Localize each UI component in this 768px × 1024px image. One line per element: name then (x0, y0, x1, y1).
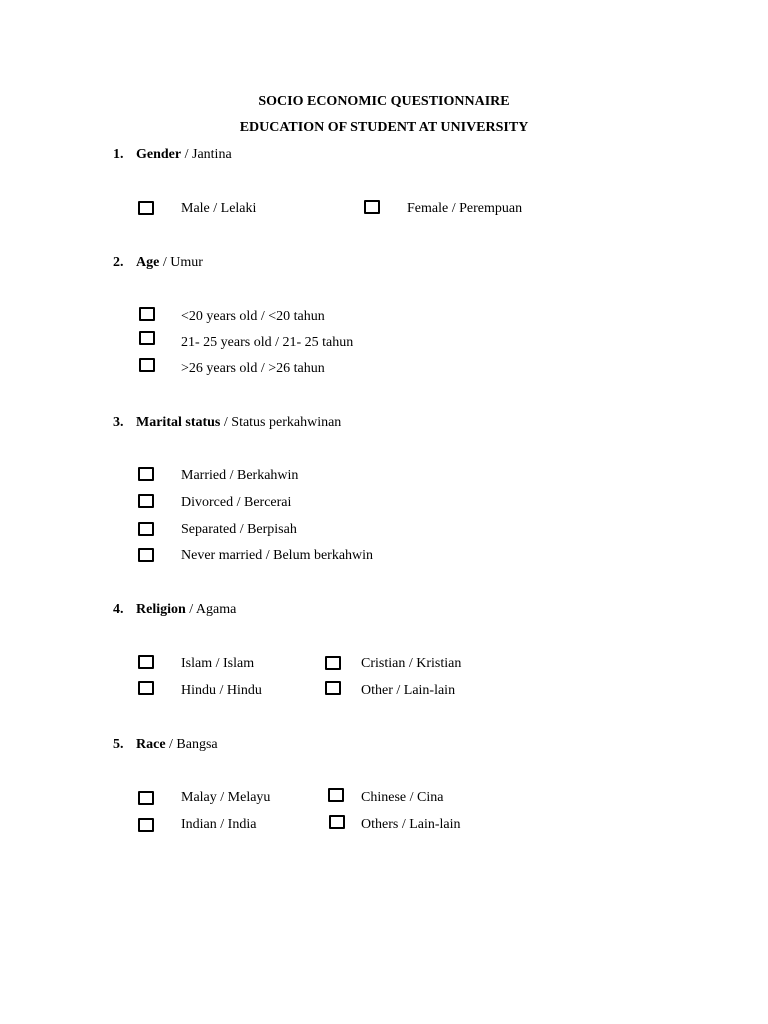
question-label-en: Age (136, 255, 160, 270)
option-label-age-over-26: >26 years old / >26 tahun (181, 361, 325, 376)
document-subtitle: EDUCATION OF STUDENT AT UNIVERSITY (239, 120, 529, 135)
question-label-en: Gender (136, 147, 182, 162)
question-label-en: Religion (136, 602, 186, 617)
question-number: 2. (113, 255, 124, 270)
option-label-indian: Indian / India (181, 817, 257, 832)
question-religion (113, 602, 236, 618)
checkbox-cristian[interactable] (325, 656, 341, 670)
question-gender (113, 147, 232, 163)
checkbox-indian[interactable] (138, 818, 154, 832)
checkbox-malay[interactable] (138, 791, 154, 805)
checkbox-married[interactable] (138, 467, 154, 481)
option-label-age-21-25: 21- 25 years old / 21- 25 tahun (181, 335, 354, 350)
checkbox-age-21-25[interactable] (139, 331, 155, 345)
checkbox-never-married[interactable] (138, 548, 154, 562)
option-label-other-religion: Other / Lain-lain (361, 683, 456, 698)
checkbox-age-under-20[interactable] (139, 307, 155, 321)
option-label-age-under-20: <20 years old / <20 tahun (181, 309, 325, 324)
option-label-married: Married / Berkahwin (181, 468, 299, 483)
checkbox-hindu[interactable] (138, 681, 154, 695)
checkbox-other-religion[interactable] (325, 681, 341, 695)
option-label-separated: Separated / Berpisah (181, 522, 297, 537)
checkbox-islam[interactable] (138, 655, 154, 669)
option-label-hindu: Hindu / Hindu (181, 683, 262, 698)
question-label-en: Marital status (136, 415, 221, 430)
question-label-ms: / Agama (185, 602, 237, 617)
checkbox-others-race[interactable] (329, 815, 345, 829)
question-number: 1. (113, 147, 124, 162)
option-label-chinese: Chinese / Cina (361, 790, 444, 805)
option-label-others-race: Others / Lain-lain (361, 817, 461, 832)
checkbox-divorced[interactable] (138, 494, 154, 508)
question-age (113, 255, 203, 271)
checkbox-chinese[interactable] (328, 788, 344, 802)
question-number: 3. (113, 415, 124, 430)
question-marital-status (113, 415, 341, 431)
checkbox-female[interactable] (364, 200, 380, 214)
checkbox-separated[interactable] (138, 522, 154, 536)
question-race (113, 737, 218, 753)
question-label-ms: / Umur (159, 255, 203, 270)
option-label-divorced: Divorced / Bercerai (181, 495, 292, 510)
option-label-male: Male / Lelaki (181, 201, 257, 216)
option-label-cristian: Cristian / Kristian (361, 656, 462, 671)
checkbox-male[interactable] (138, 201, 154, 215)
document-title: SOCIO ECONOMIC QUESTIONNAIRE (258, 94, 510, 109)
option-label-female: Female / Perempuan (407, 201, 523, 216)
checkbox-age-over-26[interactable] (139, 358, 155, 372)
option-label-never-married: Never married / Belum berkahwin (181, 548, 374, 563)
question-label-en: Race (136, 737, 166, 752)
question-number: 4. (113, 602, 124, 617)
option-label-malay: Malay / Melayu (181, 790, 271, 805)
question-label-ms: / Jantina (181, 147, 232, 162)
option-label-islam: Islam / Islam (181, 656, 255, 671)
question-label-ms: / Bangsa (165, 737, 218, 752)
question-number: 5. (113, 737, 124, 752)
question-label-ms: / Status perkahwinan (220, 415, 342, 430)
